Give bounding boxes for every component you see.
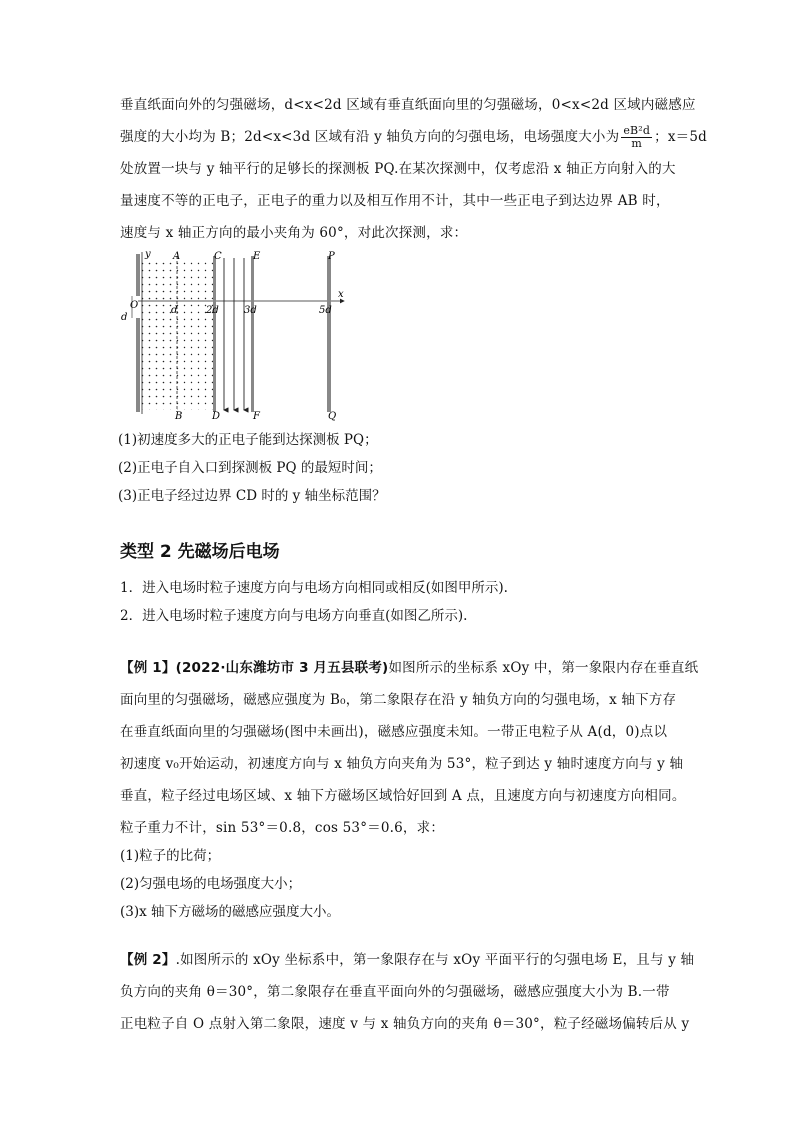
intro-line-3: 处放置一块与 y 轴平行的足够长的探测板 PQ.在某次探测中，仅考虑沿 x 轴正方向射入的大 — [120, 161, 676, 177]
example-1-question-2: (2)匀强电场的电场强度大小； — [120, 876, 302, 892]
intro-line-4: 量速度不等的正电子，正电子的重力以及相互作用不计，其中一些正电子到达边界 AB 时， — [120, 193, 670, 209]
question-1: (1)初速度多大的正电子能到达探测板 PQ； — [118, 432, 378, 448]
entrance-wall-upper — [136, 254, 140, 296]
problem-intro — [120, 89, 708, 249]
tick-3d: 3d — [244, 305, 257, 316]
example-1-label: 【例 1】(2022·山东潍坊市 3 月五县联考) — [120, 660, 389, 676]
label-x: x — [338, 289, 344, 300]
boundary-ef — [251, 256, 254, 412]
example-2-line-2: 负方向的夹角 θ＝30°，第二象限存在垂直平面向外的匀强磁场，磁感应强度大小为 B.一带 — [120, 984, 670, 1000]
example-2-line-1 — [120, 944, 695, 976]
label-E: E — [253, 251, 261, 262]
example-1-question-1: (1)粒子的比荷； — [120, 848, 221, 864]
example-1-line-5: 垂直，粒子经过电场区域、x 轴下方磁场区域恰好回到 A 点，且速度方向与初速度方向相同。 — [120, 788, 686, 804]
example-1-line-2: 面向里的匀强磁场，磁感应强度为 B₀，第二象限存在沿 y 轴负方向的匀强电场，x 轴下方存 — [120, 692, 677, 708]
detector-pq — [327, 256, 331, 412]
intro-line-2 — [120, 121, 708, 153]
field-region-out — [140, 260, 177, 410]
example-1-line-3: 在垂直纸面向里的匀强磁场(图中未画出)，磁感应强度未知。一带正电粒子从 A(d，0)点以 — [120, 724, 668, 740]
label-origin: O — [130, 300, 139, 311]
section-item-2: 2．进入电场时粒子速度方向与电场方向垂直(如图乙所示). — [120, 608, 468, 624]
label-A: A — [173, 251, 181, 262]
label-B: B — [175, 411, 183, 422]
label-F: F — [253, 411, 260, 422]
section-item-1: 1．进入电场时粒子速度方向与电场方向相同或相反(如图甲所示). — [120, 580, 508, 596]
entrance-wall-lower — [136, 318, 140, 412]
field-fraction — [621, 125, 652, 150]
fraction-numerator: eB²d — [623, 124, 651, 137]
question-3: (3)正电子经过边界 CD 时的 y 轴坐标范围？ — [118, 488, 386, 504]
example-1-line-6: 粒子重力不计，sin 53°＝0.8，cos 53°＝0.6，求： — [120, 820, 445, 836]
label-P: P — [328, 251, 335, 262]
example-2-line-1-text: .如图所示的 xOy 坐标系中，第一象限存在与 xOy 平面平行的匀强电场 E，且与 y 轴 — [175, 952, 695, 968]
section-heading: 类型 2 先磁场后电场 — [120, 542, 280, 562]
label-y: y — [145, 249, 151, 260]
example-2-label: 【例 2】 — [120, 952, 176, 968]
label-D: D — [212, 411, 221, 422]
label-entrance-d: d — [121, 312, 128, 323]
example-2-line-3: 正电粒子自 O 点射入第二象限，速度 v 与 x 轴负方向的夹角 θ＝30°，粒子经磁场偏转后从 y — [120, 1016, 690, 1032]
fraction-denominator: m — [631, 137, 643, 150]
field-region-in — [177, 260, 214, 410]
tick-5d: 5d — [319, 305, 332, 316]
intro-line-2a: 强度的大小均为 B；2d<x<3d 区域有沿 y 轴负方向的匀强电场，电场强度大小为 — [120, 129, 620, 145]
intro-line-1: 垂直纸面向外的匀强磁场，d<x<2d 区域有垂直纸面向里的匀强磁场，0<x<2d 区域内磁感应 — [120, 97, 696, 113]
question-2: (2)正电子自入口到探测板 PQ 的最短时间； — [118, 460, 382, 476]
tick-d: d — [171, 305, 178, 316]
label-Q: Q — [328, 411, 337, 422]
example-1-line-4: 初速度 v₀开始运动，初速度方向与 x 轴负方向夹角为 53°，粒子到达 y 轴时速度方向与 y 轴 — [120, 756, 684, 772]
tick-2d: 2d — [206, 305, 219, 316]
intro-line-2b: ；x＝5d — [654, 129, 708, 145]
label-C: C — [214, 251, 222, 262]
intro-line-5: 速度与 x 轴正方向的最小夹角为 60°，对此次探测，求： — [120, 225, 468, 241]
example-2 — [120, 944, 695, 1040]
boundary-cd — [213, 256, 216, 412]
example-1-line-1-text: 如图所示的坐标系 xOy 中，第一象限内存在垂直纸 — [388, 660, 699, 676]
example-1-line-1 — [120, 652, 699, 684]
example-1-question-3: (3)x 轴下方磁场的磁感应强度大小。 — [120, 904, 341, 920]
example-1 — [120, 652, 699, 844]
field-diagram — [118, 246, 350, 424]
